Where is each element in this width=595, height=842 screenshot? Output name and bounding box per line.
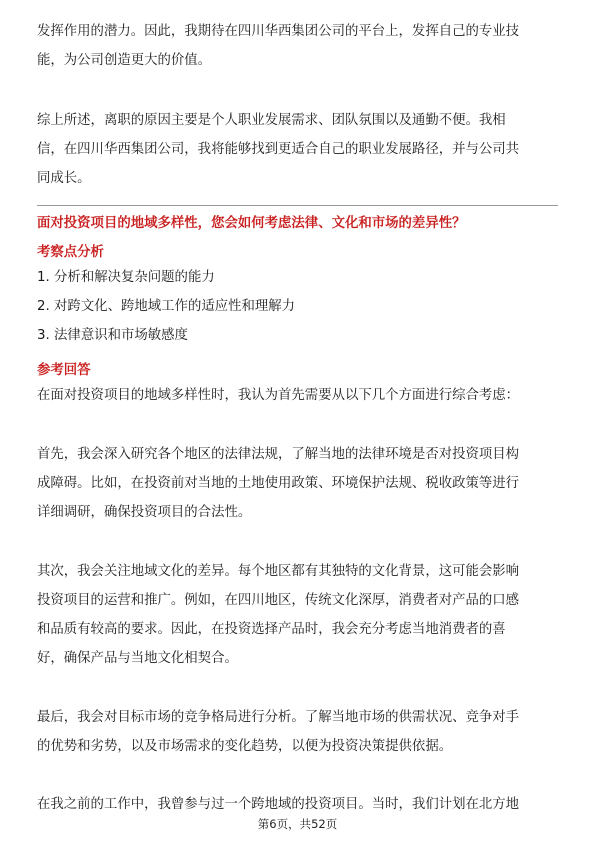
- paragraph-line: 投资项目的运营和推广。例如，在四川地区，传统文化深厚，消费者对产品的口感: [37, 593, 520, 608]
- analysis-item: 1. 分析和解决复杂问题的能力: [37, 270, 215, 285]
- paragraph-line: 信，在四川华西集团公司，我将能够找到更适合自己的职业发展路径，并与公司共: [37, 142, 520, 157]
- analysis-item: 2. 对跨文化、跨地域工作的适应性和理解力: [37, 299, 296, 314]
- paragraph-line: 首先，我会深入研究各个地区的法律法规，了解当地的法律环境是否对投资项目构: [37, 447, 520, 462]
- paragraph-line: 综上所述，离职的原因主要是个人职业发展需求、团队氛围以及通勤不便。我相: [37, 113, 506, 128]
- question-title: 面对投资项目的地域多样性，您会如何考虑法律、文化和市场的差异性？: [37, 216, 466, 231]
- paragraph-line: 的优势和劣势，以及市场需求的变化趋势，以便为投资决策提供依据。: [37, 739, 453, 754]
- answer-intro: 在面对投资项目的地域多样性时，我认为首先需要从以下几个方面进行综合考虑：: [37, 388, 520, 403]
- paragraph-line: 发挥作用的潜力。因此，我期待在四川华西集团公司的平台上，发挥自己的专业技: [37, 24, 520, 39]
- answer-heading: 参考回答: [37, 363, 91, 378]
- paragraph-line: 成障碍。比如，在投资前对当地的土地使用政策、环境保护法规、税收政策等进行: [37, 476, 520, 491]
- analysis-item: 3. 法律意识和市场敏感度: [37, 328, 188, 343]
- paragraph-line: 能，为公司创造更大的价值。: [37, 53, 212, 68]
- section-divider: [37, 205, 558, 206]
- paragraph-line: 好，确保产品与当地文化相契合。: [37, 651, 238, 666]
- paragraph-line: 和品质有较高的要求。因此，在投资选择产品时，我会充分考虑当地消费者的喜: [37, 622, 506, 637]
- paragraph-line: 详细调研，确保投资项目的合法性。: [37, 505, 252, 520]
- paragraph-line: 同成长。: [37, 171, 91, 186]
- page-number: 第6页，共52页: [257, 817, 338, 831]
- paragraph-line: 其次，我会关注地域文化的差异。每个地区都有其独特的文化背景，这可能会影响: [37, 564, 520, 579]
- paragraph-line: 最后，我会对目标市场的竞争格局进行分析。了解当地市场的供需状况、竞争对手: [37, 710, 520, 725]
- analysis-heading: 考察点分析: [37, 245, 104, 260]
- paragraph-line: 在我之前的工作中，我曾参与过一个跨地域的投资项目。当时，我们计划在北方地: [37, 797, 520, 812]
